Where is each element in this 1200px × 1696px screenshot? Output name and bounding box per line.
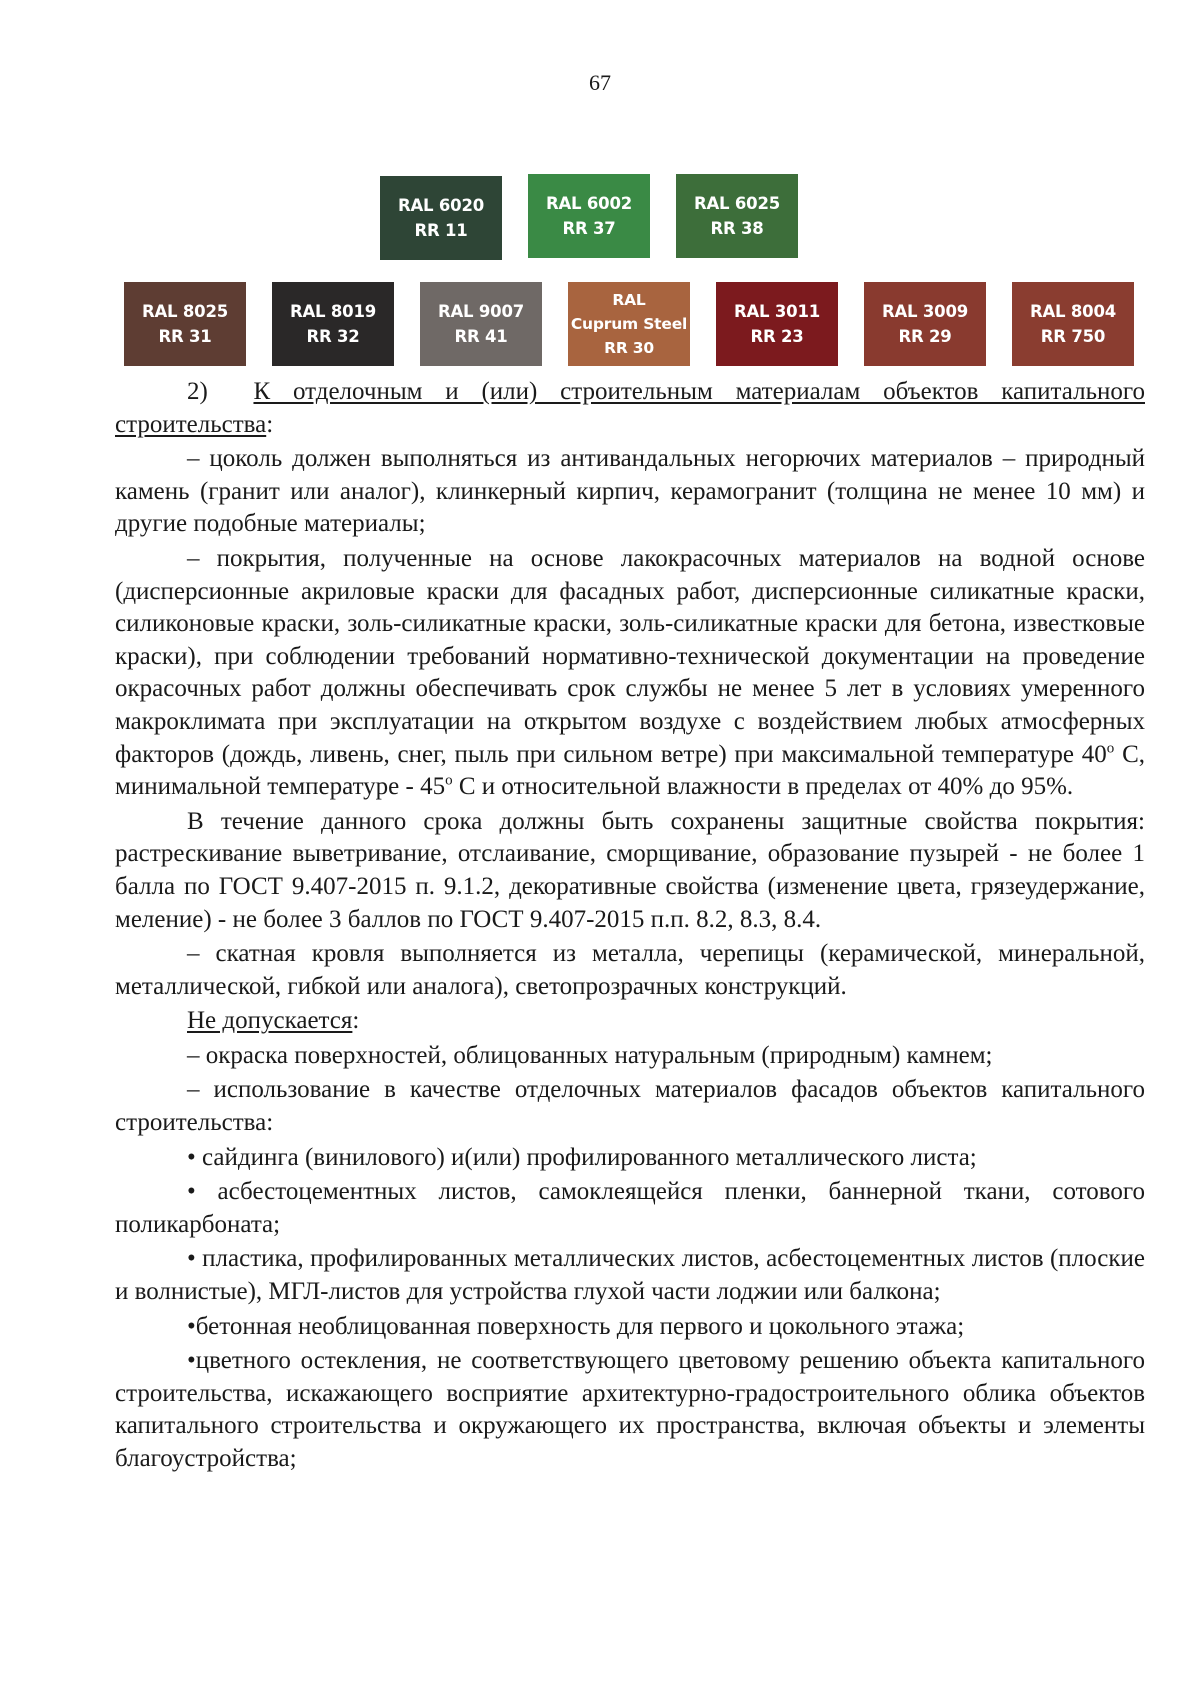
not-allowed-colon: : [352,1007,360,1035]
page-number: 67 [589,70,611,95]
swatch-rr-label: RR 30 [604,339,654,357]
degree-symbol: o [1106,740,1115,757]
coatings-text-c: С и относительной влажности в пределах от 40% до 95%. [452,773,1074,801]
swatch-ral-label: RAL 3009 [881,302,969,321]
swatch-ral-label: RAL 6020 [397,196,485,215]
bullet-item: •цветного остекления, не соответствующего цветовому решению объекта капитального строительства, искажающего восприятие архитектурно-градостроительного облика объектов капитального строительства и окружающего их пространства, включая объекты и элементы благоустройства; [115,1347,1145,1472]
degree-symbol: o [445,772,453,789]
swatch-ral-label: RAL 6025 [693,194,781,213]
color-swatch-ral-6002 [528,174,650,258]
swatch-ral-label: RAL 3011 [733,302,821,321]
bullet-item: • асбестоцементных листов, самоклеящейся пленки, баннерной ткани, сотового поликарбоната; [115,1178,1145,1238]
document-body [115,376,1145,1478]
swatch-ral-label: RAL 9007 [437,302,525,321]
color-swatch-ral-8004 [1012,282,1134,366]
color-swatch-ral-8025 [124,282,246,366]
swatch-rr-label: RR 38 [710,219,764,238]
swatch-ral-label: RAL 8019 [289,302,377,321]
paragraph-protective-properties: В течение данного срока должны быть сохранены защитные свойства покрытия: растрескивание выветривание, отслаивание, сморщивание, образование пузырей - не более 1 балла по ГОСТ 9.407-2015 п. 9.1.2, декоративные свойства (изменение цвета, грязеудержание, меление) - не более 3 баллов по ГОСТ 9.407-2015 п.п. 8.2, 8.3, 8.4. [115,807,1145,933]
bullet-item: •бетонная необлицованная поверхность для первого и цокольного этажа; [187,1312,965,1340]
section-heading [115,376,1145,441]
paragraph-roof: – скатная кровля выполняется из металла, черепицы (керамической, минеральной, металлической, гибкой или аналога), светопрозрачных конструкций. [115,940,1145,1000]
section-title-colon: : [266,410,274,438]
color-swatch-ral-8019 [272,282,394,366]
bullet-item: • сайдинга (винилового) и(или) профилированного металлического листа; [187,1143,977,1171]
swatch-rr-label: RR 23 [750,327,804,346]
color-swatch-ral-3011 [716,282,838,366]
list-item: – окраска поверхностей, облицованных натуральным (природным) камнем; [187,1041,993,1069]
paragraph-coatings [115,543,1145,804]
list-item: – использование в качестве отделочных материалов фасадов объектов капитального строительства: [115,1076,1145,1137]
swatch-rr-label: RR 32 [306,327,360,346]
color-swatch-ral-3009 [864,282,986,366]
swatch-rr-label: RR 29 [898,327,952,346]
color-swatch-ral-cuprum-steel [568,282,690,366]
swatch-ral-label: RAL 8004 [1029,302,1117,321]
swatch-name-label: Cuprum Steel [570,315,688,333]
swatch-ral-label: RAL [612,291,646,309]
coatings-text-b: С, минимальной температуре - 45 [115,740,1145,801]
coatings-text-a: – покрытия, полученные на основе лакокрасочных материалов на водной основе (дисперсионные акриловые краски для фасадных работ, дисперсионные силикатные краски, силиконовые краски, золь-силикатные краски, золь-силикатные краски для бетона, известковые краски), при соблюдении требований нормативно-технической документации на проведение окрасочных работ должны обеспечивать срок службы не менее 5 лет в условиях умеренного макроклимата при эксплуатации на открытом воздухе с воздействием любых атмосферных факторов (дождь, ливень, снег, пыль при сильном ветре) при максимальной температуре 40 [115,544,1145,768]
color-swatch-ral-6025 [676,174,798,258]
not-allowed-label: Не допускается [187,1007,353,1035]
swatch-ral-label: RAL 6002 [545,194,633,213]
swatch-rr-label: RR 31 [158,327,212,346]
section-number: 2) [187,378,208,405]
paragraph-plinth: – цоколь должен выполняться из антивандальных негорючих материалов – природный камень (гранит или аналог), клинкерный кирпич, керамогранит (толщина не менее 10 мм) и другие подобные материалы; [115,445,1145,538]
color-swatch-ral-9007 [420,282,542,366]
swatch-ral-label: RAL 8025 [141,302,229,321]
swatch-rr-label: RR 37 [562,219,616,238]
bullet-item: • пластика, профилированных металлических листов, асбестоцементных листов (плоские и волнистые), МГЛ-листов для устройства глухой части лоджии или балкона; [115,1245,1145,1306]
swatch-rr-label: RR 41 [454,327,508,346]
color-swatch-ral-6020 [380,176,502,260]
swatch-rr-label: RR 11 [414,221,468,240]
swatch-rr-label: RR 750 [1040,327,1106,346]
section-title: К отделочным и (или) строительным материалам объектов капитального строительства [115,378,1145,438]
not-allowed-heading [115,1005,1145,1038]
